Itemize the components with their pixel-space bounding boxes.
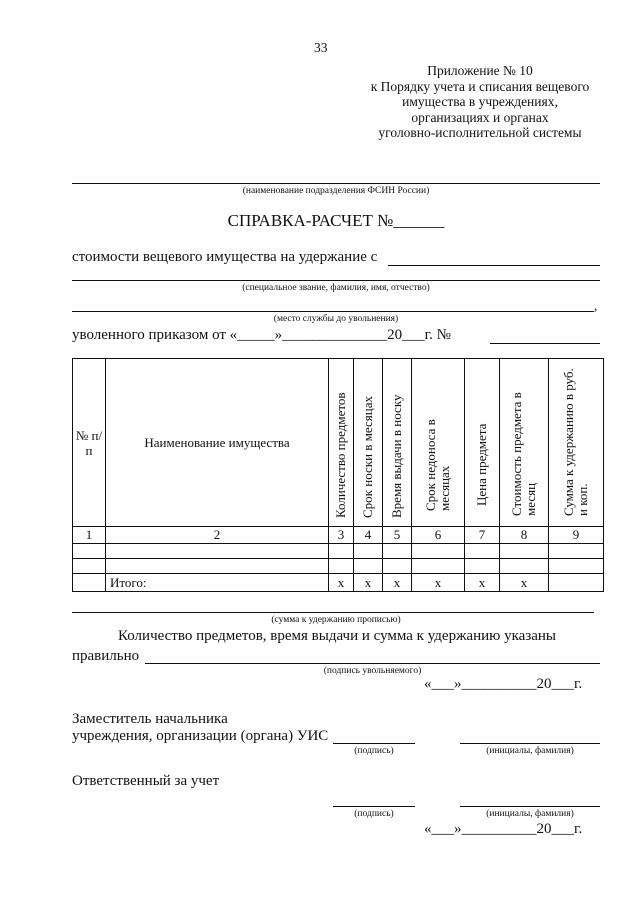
total-mark: x bbox=[383, 574, 412, 592]
table-cell[interactable] bbox=[73, 559, 106, 574]
deputy-line-1: Заместитель начальника bbox=[72, 711, 228, 727]
appendix-line-4: организациях и органах bbox=[411, 109, 549, 125]
table-cell[interactable] bbox=[500, 559, 549, 574]
total-sum-cell[interactable] bbox=[549, 574, 604, 592]
total-mark: x bbox=[500, 574, 549, 592]
service-line[interactable] bbox=[72, 311, 594, 312]
dismissed-signature-line[interactable] bbox=[145, 663, 600, 664]
total-mark: x bbox=[354, 574, 383, 592]
table-cell[interactable] bbox=[412, 544, 465, 559]
table-header-row bbox=[73, 359, 604, 527]
col-number: 4 bbox=[354, 527, 383, 544]
col-number: 8 bbox=[500, 527, 549, 544]
deputy-signature-line[interactable] bbox=[333, 743, 415, 744]
responsible-name-line[interactable] bbox=[460, 806, 600, 807]
deputy-line-2: учреждения, организации (органа) УИС bbox=[72, 728, 329, 744]
hint-service: (место службы до увольнения) bbox=[273, 314, 399, 324]
header-shortfall: Срок недоноса в месяцах bbox=[412, 359, 465, 527]
sum-words-line[interactable] bbox=[72, 612, 594, 613]
cost-line-text: стоимости вещевого имущества на удержание с bbox=[72, 249, 378, 265]
table-total-row bbox=[73, 574, 604, 592]
table-cell[interactable] bbox=[329, 544, 354, 559]
total-mark: x bbox=[465, 574, 500, 592]
document-title: СПРАВКА-РАСЧЕТ №______ bbox=[227, 211, 445, 230]
responsible-signature-line[interactable] bbox=[333, 806, 415, 807]
col-number: 3 bbox=[329, 527, 354, 544]
table-cell bbox=[73, 574, 106, 592]
hint-unit: (наименование подразделения ФСИН России) bbox=[242, 186, 430, 196]
confirm-text-2: правильно bbox=[72, 648, 140, 664]
table-cell[interactable] bbox=[354, 559, 383, 574]
unit-line[interactable] bbox=[72, 183, 600, 184]
order-number-field[interactable] bbox=[490, 343, 600, 344]
cost-line-field[interactable] bbox=[388, 265, 600, 266]
deputy-name-line[interactable] bbox=[460, 743, 600, 744]
header-name: Наименование имущества bbox=[106, 359, 329, 527]
table-cell[interactable] bbox=[383, 559, 412, 574]
appendix-line-1: Приложение № 10 bbox=[427, 63, 533, 78]
header-deduction: Сумма к удержанию в руб. и коп. bbox=[549, 359, 604, 527]
table-col-number-row bbox=[73, 527, 604, 544]
appendix-line-3: имущества в учреждениях, bbox=[402, 94, 558, 109]
hint-person: (специальное звание, фамилия, имя, отчество) bbox=[242, 283, 430, 293]
table-cell[interactable] bbox=[465, 544, 500, 559]
comma: , bbox=[594, 298, 598, 313]
table-cell[interactable] bbox=[465, 559, 500, 574]
page-number: 33 bbox=[314, 40, 328, 55]
total-mark: x bbox=[412, 574, 465, 592]
responsible-date-line: «___»__________20___г. bbox=[424, 821, 583, 837]
table-cell[interactable] bbox=[549, 559, 604, 574]
dismissed-line: уволенного приказом от «_____»______________20___г. № bbox=[72, 327, 451, 343]
hint-signature-dismissed: (подпись увольняемого) bbox=[323, 666, 422, 676]
table-cell[interactable] bbox=[73, 544, 106, 559]
deputy-hint-name: (инициалы, фамилия) bbox=[486, 746, 574, 756]
appendix-block bbox=[360, 63, 600, 141]
responsible-hint-name: (инициалы, фамилия) bbox=[486, 809, 574, 819]
hint-sum: (сумма к удержанию прописью) bbox=[271, 615, 401, 625]
table-cell[interactable] bbox=[383, 544, 412, 559]
header-issue-time: Время выдачи в носку bbox=[383, 359, 412, 527]
table-cell[interactable] bbox=[106, 559, 329, 574]
header-price: Цена предмета bbox=[465, 359, 500, 527]
responsible-label: Ответственный за учет bbox=[72, 773, 220, 789]
table-cell[interactable] bbox=[354, 544, 383, 559]
table-cell[interactable] bbox=[412, 559, 465, 574]
col-number: 2 bbox=[106, 527, 329, 544]
col-number: 5 bbox=[383, 527, 412, 544]
table-cell[interactable] bbox=[329, 559, 354, 574]
header-qty: Количество предметов bbox=[329, 359, 354, 527]
appendix-line-5: уголовно-исполнительной системы bbox=[378, 125, 582, 140]
col-number: 6 bbox=[412, 527, 465, 544]
confirm-text: Количество предметов, время выдачи и сумма к удержанию указаны bbox=[118, 628, 557, 644]
appendix-line-2: к Порядку учета и списания вещевого bbox=[370, 78, 590, 94]
deduction-table bbox=[72, 358, 604, 592]
col-number: 7 bbox=[465, 527, 500, 544]
deputy-hint-sign: (подпись) bbox=[354, 746, 394, 756]
header-wear-term: Срок носки в месяцах bbox=[354, 359, 383, 527]
person-line[interactable] bbox=[72, 280, 600, 281]
col-number: 1 bbox=[73, 527, 106, 544]
date-line: «___»__________20___г. bbox=[424, 676, 583, 692]
header-monthly-cost: Стоимость предмета в месяц bbox=[500, 359, 549, 527]
table-row bbox=[73, 544, 604, 559]
col-number: 9 bbox=[549, 527, 604, 544]
total-label: Итого: bbox=[106, 574, 329, 592]
table-cell[interactable] bbox=[500, 544, 549, 559]
table-cell[interactable] bbox=[549, 544, 604, 559]
table-row bbox=[73, 559, 604, 574]
table-cell[interactable] bbox=[106, 544, 329, 559]
header-num: № п/п bbox=[73, 359, 106, 527]
total-mark: x bbox=[329, 574, 354, 592]
responsible-hint-sign: (подпись) bbox=[354, 809, 394, 819]
